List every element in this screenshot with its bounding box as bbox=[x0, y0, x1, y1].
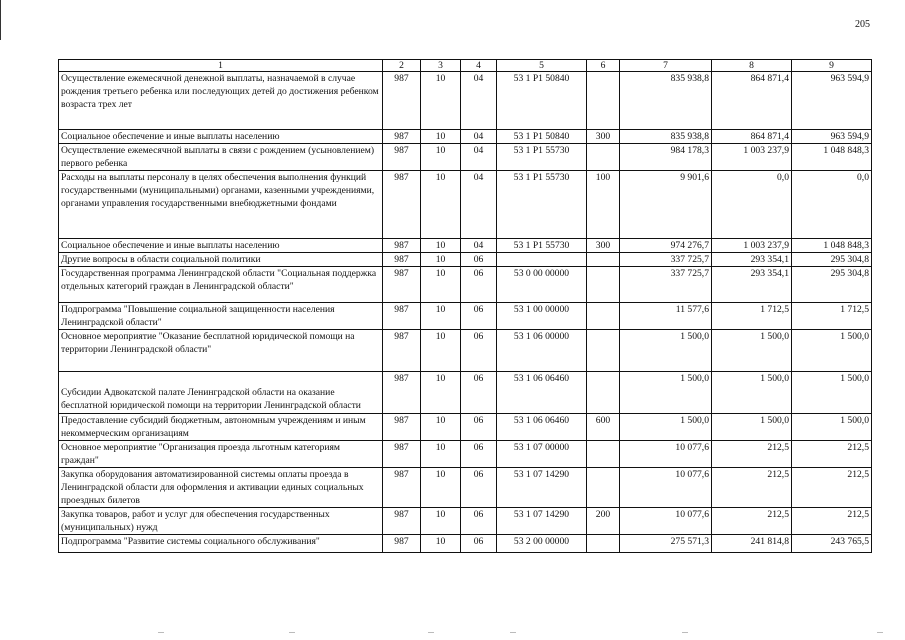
section-code: 987 bbox=[383, 130, 421, 144]
table-row bbox=[59, 508, 872, 535]
row-description: Основное мероприятие "Оказание бесплатной юридической помощи на территории Ленинградской области" bbox=[59, 330, 383, 372]
row-description: Предоставление субсидий бюджетным, автономным учреждениям и иным некоммерческим организациям bbox=[59, 414, 383, 441]
section-code: 987 bbox=[383, 253, 421, 267]
expense-type-code bbox=[587, 303, 620, 330]
table-row bbox=[59, 535, 872, 553]
target-article-code: 53 1 P1 55730 bbox=[497, 171, 587, 239]
target-article-code: 53 1 P1 50840 bbox=[497, 130, 587, 144]
budget-table bbox=[58, 59, 872, 553]
target-article-code bbox=[497, 253, 587, 267]
row-description: Основное мероприятие "Организация проезда льготным категориям граждан" bbox=[59, 441, 383, 468]
amount-year-2: 1 500,0 bbox=[712, 414, 792, 441]
amount-year-1: 1 500,0 bbox=[620, 414, 712, 441]
amount-year-3: 963 594,9 bbox=[792, 72, 872, 130]
target-article-code: 53 1 00 00000 bbox=[497, 303, 587, 330]
column-header: 8 bbox=[712, 60, 792, 72]
amount-year-1: 337 725,7 bbox=[620, 253, 712, 267]
amount-year-1: 974 276,7 bbox=[620, 239, 712, 253]
table-row bbox=[59, 372, 872, 414]
table-row bbox=[59, 468, 872, 508]
chapter-code: 10 bbox=[421, 372, 461, 414]
expense-type-code bbox=[587, 253, 620, 267]
section-code: 987 bbox=[383, 144, 421, 171]
amount-year-2: 293 354,1 bbox=[712, 267, 792, 303]
amount-year-1: 1 500,0 bbox=[620, 330, 712, 372]
amount-year-2: 212,5 bbox=[712, 468, 792, 508]
section-code: 987 bbox=[383, 239, 421, 253]
row-description: Социальное обеспечение и иные выплаты населению bbox=[59, 239, 383, 253]
amount-year-2: 0,0 bbox=[712, 171, 792, 239]
amount-year-2: 1 003 237,9 bbox=[712, 144, 792, 171]
amount-year-3: 212,5 bbox=[792, 508, 872, 535]
amount-year-3: 295 304,8 bbox=[792, 253, 872, 267]
amount-year-1: 11 577,6 bbox=[620, 303, 712, 330]
target-article-code: 53 1 P1 50840 bbox=[497, 72, 587, 130]
subchapter-code: 06 bbox=[461, 414, 497, 441]
row-description: Закупка товаров, работ и услуг для обеспечения государственных (муниципальных) нужд bbox=[59, 508, 383, 535]
table-row bbox=[59, 330, 872, 372]
table-row bbox=[59, 253, 872, 267]
subchapter-code: 06 bbox=[461, 535, 497, 553]
header-row bbox=[59, 60, 872, 72]
target-article-code: 53 1 07 00000 bbox=[497, 441, 587, 468]
subchapter-code: 06 bbox=[461, 267, 497, 303]
column-header: 1 bbox=[59, 60, 383, 72]
column-header: 4 bbox=[461, 60, 497, 72]
target-article-code: 53 1 07 14290 bbox=[497, 508, 587, 535]
subchapter-code: 04 bbox=[461, 171, 497, 239]
row-description: Закупка оборудования автоматизированной системы оплаты проезда в Ленинградской области для оформления и активации единых социальных проездных билетов bbox=[59, 468, 383, 508]
column-header: 5 bbox=[497, 60, 587, 72]
chapter-code: 10 bbox=[421, 72, 461, 130]
section-code: 987 bbox=[383, 171, 421, 239]
chapter-code: 10 bbox=[421, 267, 461, 303]
amount-year-1: 9 901,6 bbox=[620, 171, 712, 239]
table-row bbox=[59, 171, 872, 239]
amount-year-3: 212,5 bbox=[792, 441, 872, 468]
expense-type-code: 300 bbox=[587, 130, 620, 144]
expense-type-code bbox=[587, 535, 620, 553]
expense-type-code bbox=[587, 372, 620, 414]
subchapter-code: 06 bbox=[461, 372, 497, 414]
expense-type-code bbox=[587, 144, 620, 171]
amount-year-1: 10 077,6 bbox=[620, 508, 712, 535]
section-code: 987 bbox=[383, 372, 421, 414]
table-row bbox=[59, 72, 872, 130]
amount-year-3: 0,0 bbox=[792, 171, 872, 239]
subchapter-code: 06 bbox=[461, 508, 497, 535]
amount-year-1: 835 938,8 bbox=[620, 130, 712, 144]
column-header: 2 bbox=[383, 60, 421, 72]
table-row bbox=[59, 144, 872, 171]
chapter-code: 10 bbox=[421, 144, 461, 171]
chapter-code: 10 bbox=[421, 414, 461, 441]
column-header: 9 bbox=[792, 60, 872, 72]
chapter-code: 10 bbox=[421, 468, 461, 508]
subchapter-code: 04 bbox=[461, 144, 497, 171]
row-description: Государственная программа Ленинградской области "Социальная поддержка отдельных категорий граждан в Ленинградской области" bbox=[59, 267, 383, 303]
expense-type-code bbox=[587, 72, 620, 130]
section-code: 987 bbox=[383, 468, 421, 508]
row-description: Подпрограмма "Повышение социальной защищенности населения Ленинградской области" bbox=[59, 303, 383, 330]
amount-year-2: 1 003 237,9 bbox=[712, 239, 792, 253]
target-article-code: 53 2 00 00000 bbox=[497, 535, 587, 553]
chapter-code: 10 bbox=[421, 253, 461, 267]
target-article-code: 53 1 P1 55730 bbox=[497, 239, 587, 253]
section-code: 987 bbox=[383, 72, 421, 130]
subchapter-code: 04 bbox=[461, 239, 497, 253]
chapter-code: 10 bbox=[421, 239, 461, 253]
target-article-code: 53 1 07 14290 bbox=[497, 468, 587, 508]
subchapter-code: 04 bbox=[461, 72, 497, 130]
amount-year-2: 1 500,0 bbox=[712, 372, 792, 414]
subchapter-code: 04 bbox=[461, 130, 497, 144]
amount-year-1: 835 938,8 bbox=[620, 72, 712, 130]
amount-year-1: 10 077,6 bbox=[620, 441, 712, 468]
table-row bbox=[59, 267, 872, 303]
scan-artifacts bbox=[0, 632, 905, 636]
amount-year-2: 212,5 bbox=[712, 441, 792, 468]
amount-year-3: 1 500,0 bbox=[792, 414, 872, 441]
expense-type-code bbox=[587, 441, 620, 468]
target-article-code: 53 0 00 00000 bbox=[497, 267, 587, 303]
amount-year-2: 864 871,4 bbox=[712, 72, 792, 130]
chapter-code: 10 bbox=[421, 535, 461, 553]
amount-year-2: 241 814,8 bbox=[712, 535, 792, 553]
section-code: 987 bbox=[383, 414, 421, 441]
amount-year-3: 212,5 bbox=[792, 468, 872, 508]
amount-year-3: 1 048 848,3 bbox=[792, 144, 872, 171]
target-article-code: 53 1 06 06460 bbox=[497, 372, 587, 414]
subchapter-code: 06 bbox=[461, 441, 497, 468]
scan-edge-line bbox=[0, 0, 1, 40]
chapter-code: 10 bbox=[421, 171, 461, 239]
section-code: 987 bbox=[383, 441, 421, 468]
expense-type-code: 300 bbox=[587, 239, 620, 253]
table-row bbox=[59, 130, 872, 144]
section-code: 987 bbox=[383, 330, 421, 372]
amount-year-1: 275 571,3 bbox=[620, 535, 712, 553]
table-row bbox=[59, 303, 872, 330]
chapter-code: 10 bbox=[421, 441, 461, 468]
target-article-code: 53 1 06 00000 bbox=[497, 330, 587, 372]
row-description: Расходы на выплаты персоналу в целях обеспечения выполнения функций государственными (муниципальными) органами, казенными учреждениями, органами управления государственными внебюджетными фондами bbox=[59, 171, 383, 239]
amount-year-3: 295 304,8 bbox=[792, 267, 872, 303]
row-description: Социальное обеспечение и иные выплаты населению bbox=[59, 130, 383, 144]
amount-year-3: 1 048 848,3 bbox=[792, 239, 872, 253]
expense-type-code bbox=[587, 330, 620, 372]
target-article-code: 53 1 P1 55730 bbox=[497, 144, 587, 171]
row-description: Осуществление ежемесячной выплаты в связи с рождением (усыновлением) первого ребенка bbox=[59, 144, 383, 171]
section-code: 987 bbox=[383, 267, 421, 303]
amount-year-3: 1 712,5 bbox=[792, 303, 872, 330]
row-description: Осуществление ежемесячной денежной выплаты, назначаемой в случае рождения третьего ребенка или последующих детей до достижения ребенком возраста трех лет bbox=[59, 72, 383, 130]
amount-year-2: 1 500,0 bbox=[712, 330, 792, 372]
row-description: Субсидии Адвокатской палате Ленинградской области на оказание бесплатной юридической помощи на территории Ленинградской области bbox=[59, 372, 383, 414]
expense-type-code bbox=[587, 267, 620, 303]
subchapter-code: 06 bbox=[461, 330, 497, 372]
amount-year-1: 337 725,7 bbox=[620, 267, 712, 303]
amount-year-2: 864 871,4 bbox=[712, 130, 792, 144]
subchapter-code: 06 bbox=[461, 253, 497, 267]
expense-type-code bbox=[587, 468, 620, 508]
column-header: 3 bbox=[421, 60, 461, 72]
expense-type-code: 100 bbox=[587, 171, 620, 239]
amount-year-1: 10 077,6 bbox=[620, 468, 712, 508]
section-code: 987 bbox=[383, 303, 421, 330]
expense-type-code: 600 bbox=[587, 414, 620, 441]
subchapter-code: 06 bbox=[461, 303, 497, 330]
amount-year-3: 243 765,5 bbox=[792, 535, 872, 553]
amount-year-3: 1 500,0 bbox=[792, 330, 872, 372]
amount-year-2: 293 354,1 bbox=[712, 253, 792, 267]
row-description: Подпрограмма "Развитие системы социального обслуживания" bbox=[59, 535, 383, 553]
amount-year-3: 963 594,9 bbox=[792, 130, 872, 144]
amount-year-1: 984 178,3 bbox=[620, 144, 712, 171]
page-number: 205 bbox=[855, 19, 870, 30]
chapter-code: 10 bbox=[421, 330, 461, 372]
chapter-code: 10 bbox=[421, 303, 461, 330]
amount-year-3: 1 500,0 bbox=[792, 372, 872, 414]
amount-year-1: 1 500,0 bbox=[620, 372, 712, 414]
amount-year-2: 212,5 bbox=[712, 508, 792, 535]
table-row bbox=[59, 239, 872, 253]
table-row bbox=[59, 414, 872, 441]
expense-type-code: 200 bbox=[587, 508, 620, 535]
target-article-code: 53 1 06 06460 bbox=[497, 414, 587, 441]
amount-year-2: 1 712,5 bbox=[712, 303, 792, 330]
chapter-code: 10 bbox=[421, 130, 461, 144]
chapter-code: 10 bbox=[421, 508, 461, 535]
table-row bbox=[59, 441, 872, 468]
section-code: 987 bbox=[383, 535, 421, 553]
section-code: 987 bbox=[383, 508, 421, 535]
subchapter-code: 06 bbox=[461, 468, 497, 508]
row-description: Другие вопросы в области социальной политики bbox=[59, 253, 383, 267]
column-header: 6 bbox=[587, 60, 620, 72]
column-header: 7 bbox=[620, 60, 712, 72]
